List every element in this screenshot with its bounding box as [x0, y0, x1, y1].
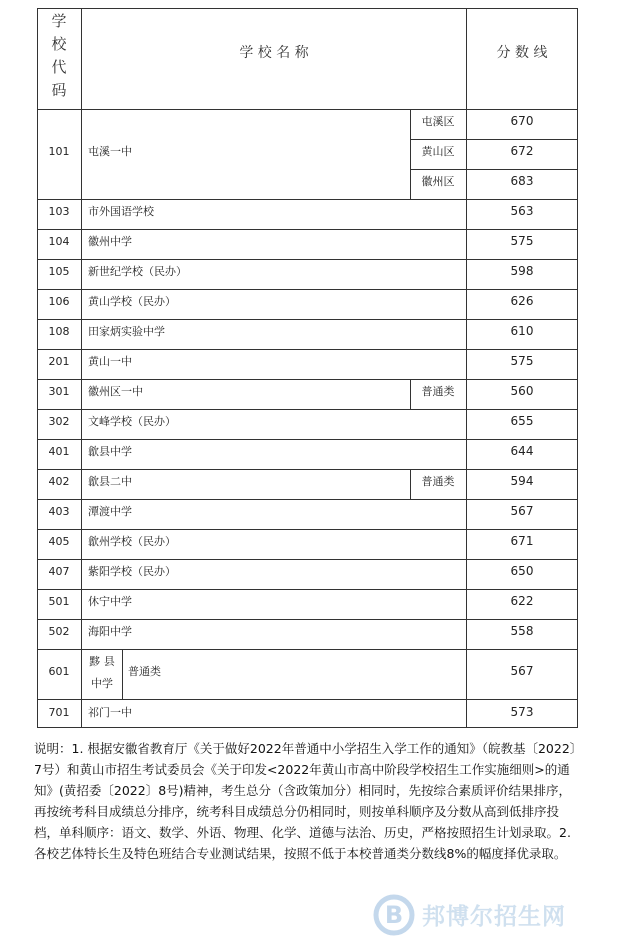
header-code-char: 校	[51, 35, 67, 53]
grid-line	[37, 199, 578, 200]
grid-line	[37, 699, 578, 700]
row-sub-label: 普通类	[421, 385, 455, 398]
row-code: 108	[48, 325, 70, 338]
header-code-char: 代	[51, 58, 67, 76]
grid-line	[37, 379, 578, 380]
header-school-code	[38, 10, 80, 102]
row-name: 田家炳实验中学	[88, 325, 165, 338]
grid-line	[410, 379, 411, 410]
grid-line	[37, 259, 578, 260]
grid-line	[37, 229, 578, 230]
watermark-text: 邦博尔招生网	[422, 904, 566, 930]
grid-line	[37, 8, 38, 728]
row-score: 567	[510, 504, 534, 518]
grid-line	[37, 469, 578, 470]
row-code: 301	[48, 385, 70, 398]
row-score: 594	[510, 474, 534, 488]
row-name: 中学	[91, 677, 113, 690]
row-score: 573	[510, 705, 534, 719]
row-name: 紫阳学校（民办）	[88, 565, 176, 578]
grid-line	[37, 619, 578, 620]
grid-line	[37, 439, 578, 440]
row-score: 622	[510, 594, 534, 608]
row-name: 祁门一中	[88, 706, 132, 719]
row-score: 610	[510, 324, 534, 338]
row-code: 405	[48, 535, 70, 548]
grid-line	[37, 727, 578, 728]
row-code: 502	[48, 625, 70, 638]
row-code: 401	[48, 445, 70, 458]
row-score: 563	[510, 204, 534, 218]
grid-line	[37, 589, 578, 590]
row-code: 403	[48, 505, 70, 518]
row-sub-label: 屯溪区	[421, 115, 455, 128]
grid-line	[410, 109, 411, 200]
header-code-char: 码	[51, 81, 67, 99]
row-score: 575	[510, 234, 534, 248]
row-code: 501	[48, 595, 70, 608]
grid-line	[37, 529, 578, 530]
row-sub-label: 普通类	[421, 475, 455, 488]
row-name: 黟 县	[89, 655, 115, 668]
row-code: 201	[48, 355, 70, 368]
grid-line	[577, 8, 578, 728]
row-name: 黄山一中	[88, 355, 132, 368]
grid-line	[37, 499, 578, 500]
grid-line	[37, 8, 578, 9]
row-name: 海阳中学	[88, 625, 132, 638]
grid-line	[37, 649, 578, 650]
row-score: 575	[510, 354, 534, 368]
row-score: 683	[510, 174, 534, 188]
row-code: 105	[48, 265, 70, 278]
row-score: 560	[510, 384, 534, 398]
row-name: 市外国语学校	[88, 205, 154, 218]
row-name: 歙县中学	[88, 445, 132, 458]
row-name: 黄山学校（民办）	[88, 295, 176, 308]
grid-line	[410, 139, 578, 140]
row-name: 徽州中学	[88, 235, 132, 248]
row-sub-label: 黄山区	[421, 145, 455, 158]
row-code: 106	[48, 295, 70, 308]
row-score: 626	[510, 294, 534, 308]
grid-line	[410, 169, 578, 170]
row-score: 567	[510, 664, 534, 678]
row-name: 徽州区一中	[88, 385, 143, 398]
row-code: 101	[48, 145, 70, 158]
row-sub-label: 徽州区	[421, 175, 455, 188]
row-code: 701	[48, 706, 70, 719]
row-name: 歙县二中	[88, 475, 132, 488]
row-score: 655	[510, 414, 534, 428]
header-code-char: 学	[51, 12, 67, 30]
row-code: 104	[48, 235, 70, 248]
row-name: 歙州学校（民办）	[88, 535, 176, 548]
grid-line	[37, 409, 578, 410]
row-code: 302	[48, 415, 70, 428]
explanation-note: 说明：1. 根据安徽省教育厅《关于做好2022年普通中小学招生入学工作的通知》（皖教基〔2022〕7号）和黄山市招生考试委员会《关于印发<2022年黄山市高中阶段学校招生工作实施细则>的通知》(黄招委〔2022〕8号)精神，考生总分（含政策加分）相同时，先按综合素质评价结果排序，再按统考科目成绩总分排序，统考科目成绩总分仍相同时，则按单科顺序及分数从高到低排序投档，单科顺序：语文、数学、外语、物理、化学、道德与法治、历史，严格按照招生计划录取。2. 各校艺体特长生及特色班结合专业测试结果，按照不低于本校普通类分数线8%的幅度择优录取。	[34, 741, 577, 861]
grid-line	[37, 559, 578, 560]
row-code: 402	[48, 475, 70, 488]
row-score: 598	[510, 264, 534, 278]
header-score: 分 数 线	[496, 45, 548, 61]
row-name: 文峰学校（民办）	[88, 415, 176, 428]
row-name: 休宁中学	[88, 595, 132, 608]
row-score: 672	[510, 144, 534, 158]
grid-line	[466, 8, 467, 728]
grid-line	[81, 8, 82, 728]
row-code: 103	[48, 205, 70, 218]
logo-b-icon	[372, 892, 418, 938]
grid-line	[37, 349, 578, 350]
grid-line	[37, 319, 578, 320]
row-code: 601	[48, 665, 70, 678]
row-score: 671	[510, 534, 534, 548]
row-name: 潭渡中学	[88, 505, 132, 518]
row-score: 670	[510, 114, 534, 128]
grid-line	[410, 469, 411, 500]
row-name: 屯溪一中	[88, 145, 132, 158]
row-sub-label: 普通类	[128, 665, 161, 678]
grid-line	[122, 649, 123, 700]
row-score: 644	[510, 444, 534, 458]
header-school-name: 学 校 名 称	[239, 45, 309, 61]
grid-line	[37, 109, 578, 110]
logo-letter: B	[384, 901, 404, 929]
row-score: 558	[510, 624, 534, 638]
row-score: 650	[510, 564, 534, 578]
row-name: 新世纪学校（民办）	[88, 265, 187, 278]
grid-line	[37, 289, 578, 290]
row-code: 407	[48, 565, 70, 578]
watermark	[372, 892, 612, 938]
